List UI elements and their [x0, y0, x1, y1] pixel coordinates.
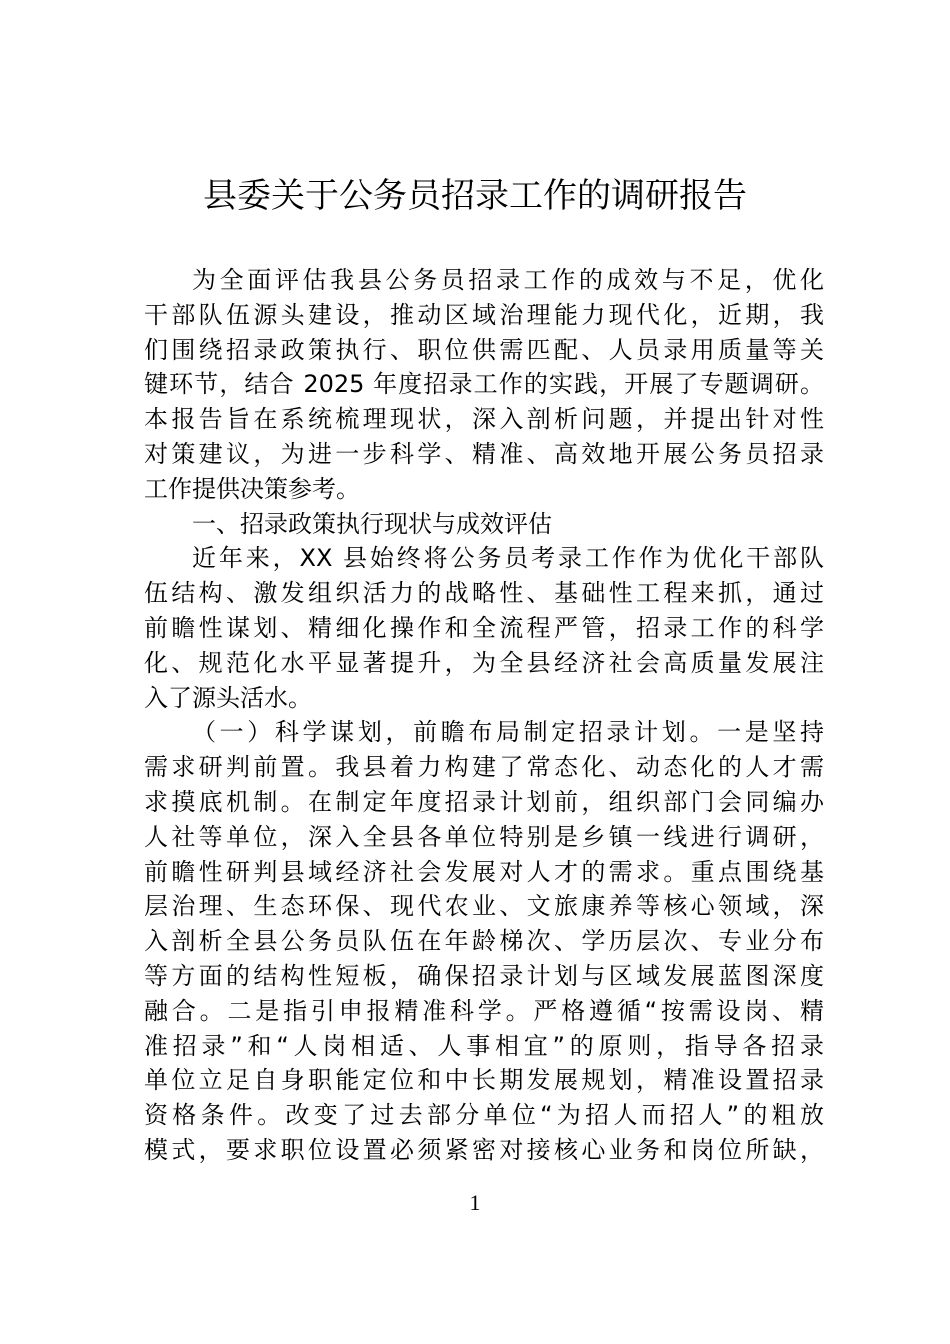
body-line: 求摸底机制。在制定年度招录计划前，组织部门会同编办: [144, 787, 824, 816]
document-body: [144, 263, 824, 1168]
body-line: 模式，要求职位设置必须紧密对接核心业务和岗位所缺，: [144, 1135, 824, 1164]
body-line: 单位立足自身职能定位和中长期发展规划，精准设置招录: [144, 1066, 824, 1095]
body-line: 前瞻性研判县域经济社会发展对人才的需求。重点围绕基: [144, 857, 824, 886]
body-line: 需求研判前置。我县着力构建了常态化、动态化的人才需: [144, 753, 824, 782]
body-line: 键环节，结合 2025 年度招录工作的实践，开展了专题调研。: [144, 370, 824, 399]
body-line: 等方面的结构性短板，确保招录计划与区域发展蓝图深度: [144, 961, 824, 990]
body-line: 工作提供决策参考。: [144, 474, 360, 503]
body-line: 资格条件。改变了过去部分单位“为招人而招人”的粗放: [144, 1101, 824, 1130]
body-line: 近年来，XX 县始终将公务员考录工作作为优化干部队: [192, 544, 824, 573]
body-line: 们围绕招录政策执行、职位供需匹配、人员录用质量等关: [144, 335, 824, 364]
body-line: 伍结构、激发组织活力的战略性、基础性工程来抓，通过: [144, 579, 824, 608]
body-line: 准招录”和“人岗相适、人事相宜”的原则，指导各招录: [144, 1031, 824, 1060]
body-line: 干部队伍源头建设，推动区域治理能力现代化，近期，我: [144, 300, 824, 329]
body-line: 人社等单位，深入全县各单位特别是乡镇一线进行调研，: [144, 822, 824, 851]
document-title: 县委关于公务员招录工作的调研报告: [203, 176, 747, 216]
section-heading: 一、招录政策执行现状与成效评估: [192, 509, 552, 538]
body-line: 前瞻性谋划、精细化操作和全流程严管，招录工作的科学: [144, 613, 824, 642]
body-line: 对策建议，为进一步科学、精准、高效地开展公务员招录: [144, 439, 824, 468]
body-line: 为全面评估我县公务员招录工作的成效与不足，优化: [192, 266, 824, 294]
body-line: 本报告旨在系统梳理现状，深入剖析问题，并提出针对性: [144, 405, 824, 434]
page-number: 1: [469, 1190, 481, 1215]
body-line: 入剖析全县公务员队伍在年龄梯次、学历层次、专业分布: [144, 927, 824, 956]
body-line: （一）科学谋划，前瞻布局制定招录计划。一是坚持: [192, 718, 824, 747]
body-line: 入了源头活水。: [144, 683, 312, 712]
body-line: 融合。二是指引申报精准科学。严格遵循“按需设岗、精: [144, 996, 824, 1025]
body-line: 化、规范化水平显著提升，为全县经济社会高质量发展注: [144, 648, 824, 677]
body-line: 层治理、生态环保、现代农业、文旅康养等核心领域，深: [144, 892, 824, 921]
